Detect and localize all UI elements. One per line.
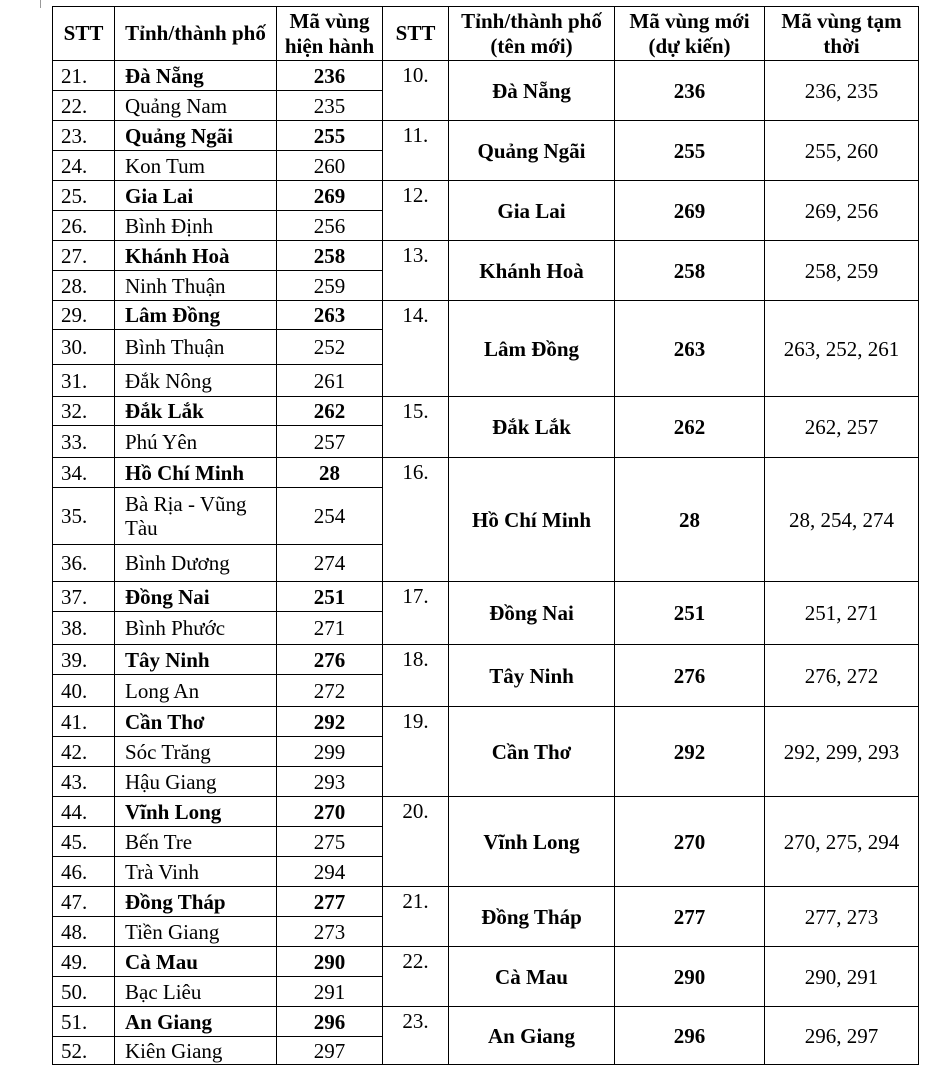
row-province: Hồ Chí Minh xyxy=(115,458,277,488)
row-current-code: 297 xyxy=(277,1037,383,1065)
group-new-code: 270 xyxy=(615,797,765,887)
group-temp-code: 262, 257 xyxy=(765,397,919,458)
page-edge xyxy=(40,0,41,8)
group-new-code: 269 xyxy=(615,181,765,241)
row-current-code: 269 xyxy=(277,181,383,211)
row-province: Kiên Giang xyxy=(115,1037,277,1065)
row-current-code: 258 xyxy=(277,241,383,271)
row-stt: 28. xyxy=(53,271,115,301)
row-current-code: 290 xyxy=(277,947,383,977)
row-current-code: 255 xyxy=(277,121,383,151)
table-row xyxy=(53,458,919,488)
row-current-code: 256 xyxy=(277,211,383,241)
group-stt: 14. xyxy=(383,301,449,397)
group-stt: 19. xyxy=(383,707,449,797)
row-stt: 51. xyxy=(53,1007,115,1037)
group-temp-code: 251, 271 xyxy=(765,582,919,645)
row-province: Cần Thơ xyxy=(115,707,277,737)
table-row xyxy=(53,241,919,271)
row-stt: 29. xyxy=(53,301,115,330)
row-current-code: 274 xyxy=(277,545,383,582)
row-stt: 23. xyxy=(53,121,115,151)
group-stt: 21. xyxy=(383,887,449,947)
row-current-code: 261 xyxy=(277,365,383,397)
group-new-code: 292 xyxy=(615,707,765,797)
group-province-new: Vĩnh Long xyxy=(449,797,615,887)
table-row xyxy=(53,121,919,151)
row-stt: 25. xyxy=(53,181,115,211)
row-province: Đắk Lắk xyxy=(115,397,277,426)
row-current-code: 262 xyxy=(277,397,383,426)
row-current-code: 260 xyxy=(277,151,383,181)
row-current-code: 291 xyxy=(277,977,383,1007)
row-current-code: 277 xyxy=(277,887,383,917)
row-stt: 40. xyxy=(53,675,115,707)
row-current-code: 252 xyxy=(277,330,383,365)
group-temp-code: 255, 260 xyxy=(765,121,919,181)
row-province: Lâm Đồng xyxy=(115,301,277,330)
group-new-code: 277 xyxy=(615,887,765,947)
group-new-code: 255 xyxy=(615,121,765,181)
group-province-new: Hồ Chí Minh xyxy=(449,458,615,582)
table-row xyxy=(53,645,919,675)
row-stt: 22. xyxy=(53,91,115,121)
row-stt: 31. xyxy=(53,365,115,397)
group-province-new: Lâm Đồng xyxy=(449,301,615,397)
group-province-new: Đồng Nai xyxy=(449,582,615,645)
group-stt: 23. xyxy=(383,1007,449,1065)
row-current-code: 292 xyxy=(277,707,383,737)
group-province-new: Đắk Lắk xyxy=(449,397,615,458)
row-stt: 21. xyxy=(53,61,115,91)
group-new-code: 236 xyxy=(615,61,765,121)
row-province: Cà Mau xyxy=(115,947,277,977)
row-current-code: 276 xyxy=(277,645,383,675)
group-province-new: Khánh Hoà xyxy=(449,241,615,301)
group-province-new: Gia Lai xyxy=(449,181,615,241)
group-new-code: 263 xyxy=(615,301,765,397)
row-province: Đồng Tháp xyxy=(115,887,277,917)
row-province: Phú Yên xyxy=(115,426,277,458)
row-current-code: 293 xyxy=(277,767,383,797)
row-province: Bình Dương xyxy=(115,545,277,582)
row-province: Vĩnh Long xyxy=(115,797,277,827)
group-new-code: 296 xyxy=(615,1007,765,1065)
group-province-new: An Giang xyxy=(449,1007,615,1065)
row-stt: 37. xyxy=(53,582,115,612)
row-province: Bà Rịa - Vũng Tàu xyxy=(115,488,277,545)
row-stt: 50. xyxy=(53,977,115,1007)
row-current-code: 235 xyxy=(277,91,383,121)
row-current-code: 259 xyxy=(277,271,383,301)
row-current-code: 296 xyxy=(277,1007,383,1037)
row-stt: 38. xyxy=(53,612,115,645)
row-province: Quảng Nam xyxy=(115,91,277,121)
table-row xyxy=(53,797,919,827)
group-stt: 16. xyxy=(383,458,449,582)
row-stt: 26. xyxy=(53,211,115,241)
row-province: Ninh Thuận xyxy=(115,271,277,301)
row-province: Sóc Trăng xyxy=(115,737,277,767)
table-row xyxy=(53,707,919,737)
row-province: Tiền Giang xyxy=(115,917,277,947)
row-province: Đồng Nai xyxy=(115,582,277,612)
row-stt: 32. xyxy=(53,397,115,426)
row-current-code: 254 xyxy=(277,488,383,545)
header-temp-code: Mã vùng tạm thời xyxy=(765,7,919,61)
group-temp-code: 258, 259 xyxy=(765,241,919,301)
table-row xyxy=(53,397,919,426)
header-province: Tỉnh/thành phố xyxy=(115,7,277,61)
group-new-code: 262 xyxy=(615,397,765,458)
table-row xyxy=(53,582,919,612)
table-header-row xyxy=(53,7,919,61)
group-temp-code: 236, 235 xyxy=(765,61,919,121)
row-province: Bình Thuận xyxy=(115,330,277,365)
table-row xyxy=(53,887,919,917)
row-current-code: 275 xyxy=(277,827,383,857)
group-new-code: 276 xyxy=(615,645,765,707)
group-province-new: Cần Thơ xyxy=(449,707,615,797)
row-stt: 30. xyxy=(53,330,115,365)
row-province: Tây Ninh xyxy=(115,645,277,675)
row-stt: 48. xyxy=(53,917,115,947)
group-temp-code: 28, 254, 274 xyxy=(765,458,919,582)
group-stt: 22. xyxy=(383,947,449,1007)
group-stt: 11. xyxy=(383,121,449,181)
row-stt: 46. xyxy=(53,857,115,887)
group-new-code: 251 xyxy=(615,582,765,645)
group-stt: 10. xyxy=(383,61,449,121)
row-stt: 42. xyxy=(53,737,115,767)
row-province: Trà Vinh xyxy=(115,857,277,887)
table-row xyxy=(53,1007,919,1037)
row-province: An Giang xyxy=(115,1007,277,1037)
group-temp-code: 276, 272 xyxy=(765,645,919,707)
row-stt: 33. xyxy=(53,426,115,458)
table-row xyxy=(53,61,919,91)
row-current-code: 271 xyxy=(277,612,383,645)
row-stt: 39. xyxy=(53,645,115,675)
row-current-code: 270 xyxy=(277,797,383,827)
row-stt: 43. xyxy=(53,767,115,797)
row-stt: 49. xyxy=(53,947,115,977)
row-stt: 36. xyxy=(53,545,115,582)
row-province: Bạc Liêu xyxy=(115,977,277,1007)
row-stt: 47. xyxy=(53,887,115,917)
group-province-new: Cà Mau xyxy=(449,947,615,1007)
group-temp-code: 290, 291 xyxy=(765,947,919,1007)
row-province: Bình Định xyxy=(115,211,277,241)
row-stt: 35. xyxy=(53,488,115,545)
area-code-table xyxy=(52,6,919,1065)
row-current-code: 272 xyxy=(277,675,383,707)
header-province-new: Tỉnh/thành phố (tên mới) xyxy=(449,7,615,61)
group-stt: 15. xyxy=(383,397,449,458)
row-province: Quảng Ngãi xyxy=(115,121,277,151)
row-province: Khánh Hoà xyxy=(115,241,277,271)
group-new-code: 290 xyxy=(615,947,765,1007)
group-new-code: 28 xyxy=(615,458,765,582)
row-current-code: 273 xyxy=(277,917,383,947)
row-current-code: 257 xyxy=(277,426,383,458)
group-province-new: Đồng Tháp xyxy=(449,887,615,947)
table-row xyxy=(53,301,919,330)
row-current-code: 294 xyxy=(277,857,383,887)
row-province: Đắk Nông xyxy=(115,365,277,397)
row-province: Đà Nẵng xyxy=(115,61,277,91)
group-new-code: 258 xyxy=(615,241,765,301)
group-stt: 13. xyxy=(383,241,449,301)
row-province: Kon Tum xyxy=(115,151,277,181)
row-stt: 52. xyxy=(53,1037,115,1065)
group-province-new: Tây Ninh xyxy=(449,645,615,707)
table-body xyxy=(53,61,919,1065)
group-province-new: Đà Nẵng xyxy=(449,61,615,121)
header-current-code: Mã vùng hiện hành xyxy=(277,7,383,61)
row-stt: 41. xyxy=(53,707,115,737)
group-temp-code: 296, 297 xyxy=(765,1007,919,1065)
group-stt: 17. xyxy=(383,582,449,645)
row-current-code: 251 xyxy=(277,582,383,612)
group-temp-code: 269, 256 xyxy=(765,181,919,241)
row-stt: 45. xyxy=(53,827,115,857)
row-stt: 24. xyxy=(53,151,115,181)
group-temp-code: 270, 275, 294 xyxy=(765,797,919,887)
row-province: Gia Lai xyxy=(115,181,277,211)
row-current-code: 28 xyxy=(277,458,383,488)
header-new-code: Mã vùng mới (dự kiến) xyxy=(615,7,765,61)
group-temp-code: 263, 252, 261 xyxy=(765,301,919,397)
group-stt: 20. xyxy=(383,797,449,887)
header-stt-new: STT xyxy=(383,7,449,61)
row-current-code: 263 xyxy=(277,301,383,330)
group-stt: 18. xyxy=(383,645,449,707)
row-current-code: 299 xyxy=(277,737,383,767)
table-row xyxy=(53,181,919,211)
row-current-code: 236 xyxy=(277,61,383,91)
row-province: Long An xyxy=(115,675,277,707)
row-province: Bình Phước xyxy=(115,612,277,645)
row-stt: 34. xyxy=(53,458,115,488)
row-stt: 27. xyxy=(53,241,115,271)
table-row xyxy=(53,947,919,977)
row-stt: 44. xyxy=(53,797,115,827)
group-province-new: Quảng Ngãi xyxy=(449,121,615,181)
row-province: Hậu Giang xyxy=(115,767,277,797)
header-stt: STT xyxy=(53,7,115,61)
row-province: Bến Tre xyxy=(115,827,277,857)
group-temp-code: 292, 299, 293 xyxy=(765,707,919,797)
group-temp-code: 277, 273 xyxy=(765,887,919,947)
group-stt: 12. xyxy=(383,181,449,241)
